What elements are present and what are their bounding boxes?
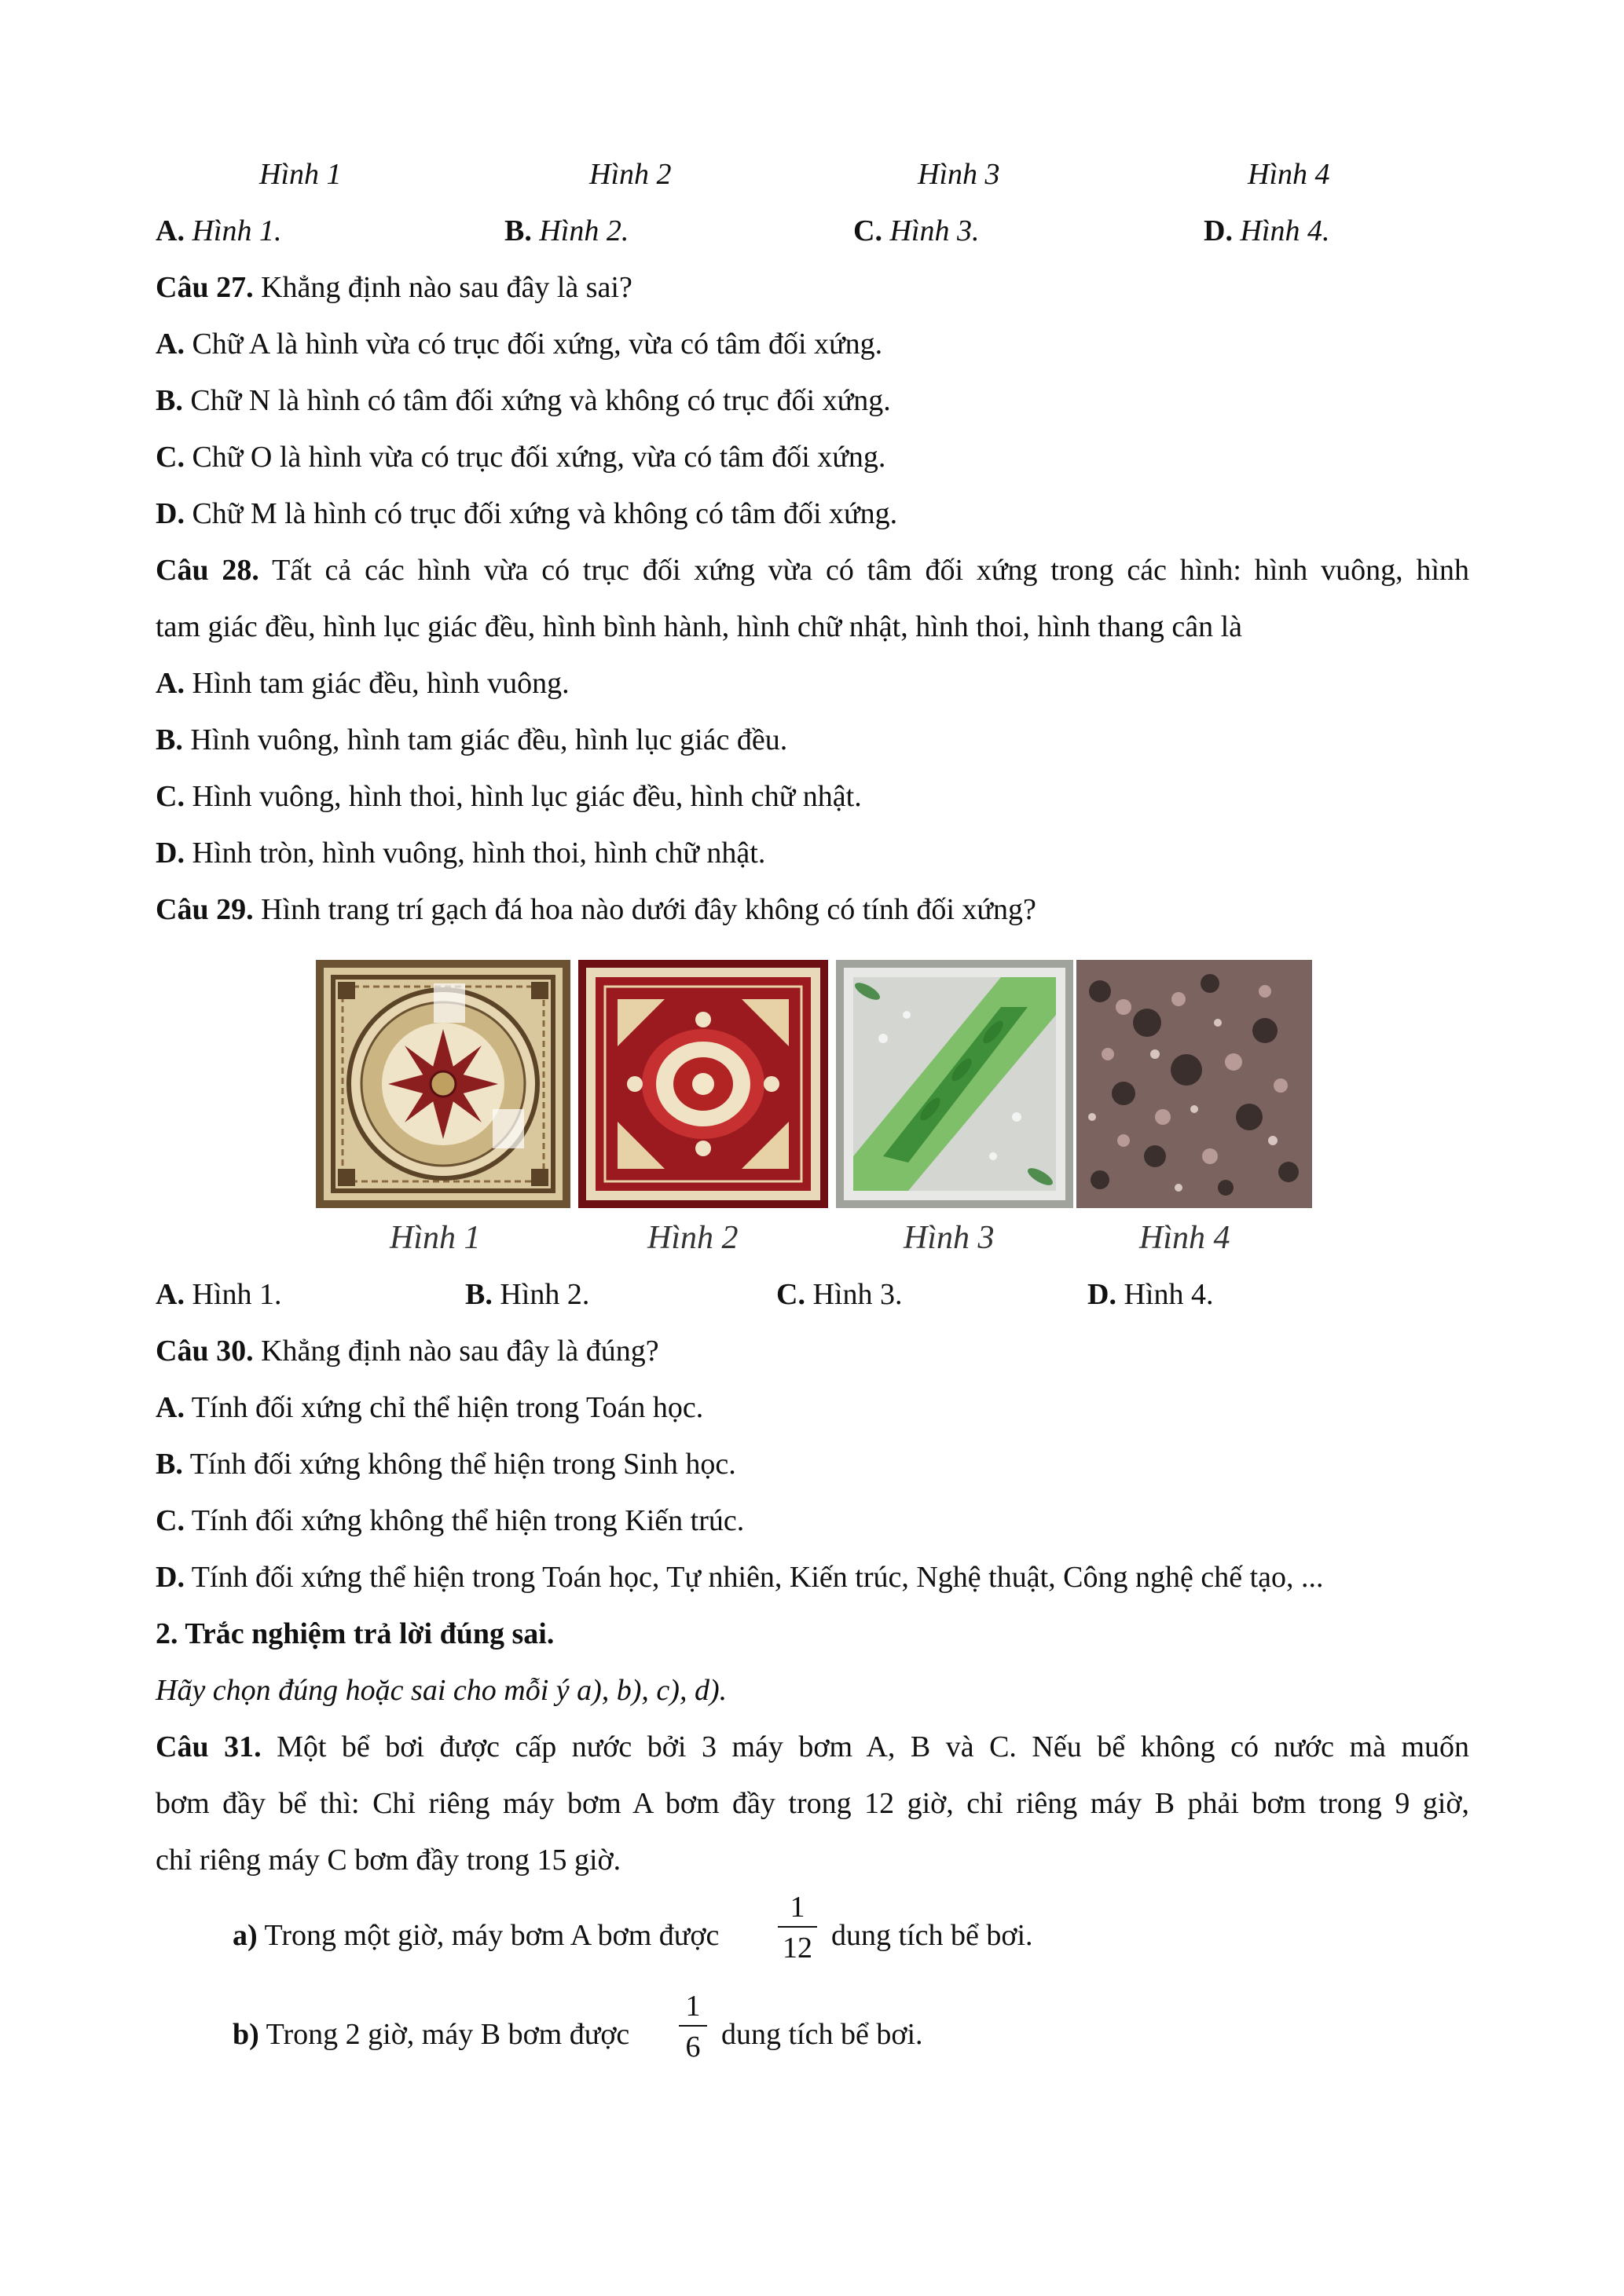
fraction-bar (778, 1926, 817, 1928)
q30-stem: Câu 30. Khẳng định nào sau đây là đúng? (156, 1335, 659, 1368)
q26-option-b: B. Hình 2. (504, 214, 629, 247)
q29-fig-label-2: Hình 2 (647, 1220, 739, 1256)
q28-stem-line2: tam giác đều, hình lục giác đều, hình bình hành, hình chữ nhật, hình thoi, hình thang cân là (156, 610, 1243, 643)
q31-item-b: b) Trong 2 giờ, máy B bơm được (233, 2018, 630, 2051)
q28-stem-line1: Câu 28. Tất cả các hình vừa có trục đối xứng vừa có tâm đối xứng trong các hình: hình vuông, hình (156, 554, 1469, 587)
q30-option-b: B. Tính đối xứng không thể hiện trong Sinh học. (156, 1448, 736, 1481)
q29-fig-label-3: Hình 3 (904, 1220, 995, 1256)
q30-option-d: D. Tính đối xứng thể hiện trong Toán học, Tự nhiên, Kiến trúc, Nghệ thuật, Công nghệ chế tạo, ... (156, 1561, 1324, 1594)
q31-stem-line1: Câu 31. Một bể bơi được cấp nước bởi 3 máy bơm A, B và C. Nếu bể không có nước mà muốn (156, 1730, 1469, 1763)
q26-option-a: A. Hình 1. (156, 214, 282, 247)
section-2-instruction: Hãy chọn đúng hoặc sai cho mỗi ý a), b), c), d). (156, 1674, 728, 1707)
q30-option-c: C. Tính đối xứng không thể hiện trong Kiến trúc. (156, 1504, 745, 1537)
q29-option-b: B. Hình 2. (465, 1278, 590, 1311)
fraction-bar (679, 2025, 707, 2027)
q31-stem-line2: bơm đầy bể thì: Chỉ riêng máy bơm A bơm đầy trong 12 giờ, chỉ riêng máy B phải bơm trong 9 giờ, (156, 1787, 1469, 1820)
q31-b-denominator: 6 (685, 2031, 701, 2063)
q26-fig-label-2: Hình 2 (589, 158, 672, 191)
q31-a-denominator: 12 (783, 1932, 812, 1965)
q29-option-a: A. Hình 1. (156, 1278, 282, 1311)
q31-b-numerator: 1 (685, 1990, 701, 2023)
q29-fig-label-1: Hình 1 (390, 1220, 481, 1256)
tile-image-1 (316, 960, 570, 1208)
q27-option-b: B. Chữ N là hình có tâm đối xứng và không có trục đối xứng. (156, 384, 891, 417)
q28-option-d: D. Hình tròn, hình vuông, hình thoi, hình chữ nhật. (156, 837, 766, 870)
q26-fig-label-4: Hình 4 (1248, 158, 1330, 191)
q28-option-b: B. Hình vuông, hình tam giác đều, hình lục giác đều. (156, 723, 788, 756)
q29-option-d: D. Hình 4. (1087, 1278, 1214, 1311)
q30-option-a: A. Tính đối xứng chỉ thể hiện trong Toán học. (156, 1391, 704, 1424)
q29-fig-label-4: Hình 4 (1139, 1220, 1230, 1256)
q26-fig-label-1: Hình 1 (259, 158, 342, 191)
section-2-title: 2. Trắc nghiệm trả lời đúng sai. (156, 1617, 555, 1650)
q31-b-after: dung tích bể bơi. (721, 2018, 923, 2051)
q28-option-a: A. Hình tam giác đều, hình vuông. (156, 667, 570, 700)
tile-image-2 (578, 960, 828, 1208)
q27-option-c: C. Chữ O là hình vừa có trục đối xứng, vừa có tâm đối xứng. (156, 441, 886, 474)
q31-item-a: a) Trong một giờ, máy bơm A bơm được (233, 1919, 720, 1952)
q27-option-d: D. Chữ M là hình có trục đối xứng và không có tâm đối xứng. (156, 497, 898, 530)
q26-option-c: C. Hình 3. (853, 214, 980, 247)
q26-fig-label-3: Hình 3 (918, 158, 1000, 191)
tile-image-4 (1076, 960, 1312, 1208)
q31-a-after: dung tích bể bơi. (831, 1919, 1033, 1952)
q29-stem: Câu 29. Hình trang trí gạch đá hoa nào dưới đây không có tính đối xứng? (156, 893, 1036, 926)
q31-b-fraction (679, 1989, 707, 2064)
q31-stem-line3: chỉ riêng máy C bơm đầy trong 15 giờ. (156, 1844, 621, 1877)
q31-a-fraction (778, 1890, 817, 1965)
q28-option-c: C. Hình vuông, hình thoi, hình lục giác đều, hình chữ nhật. (156, 780, 862, 813)
q29-option-c: C. Hình 3. (776, 1278, 903, 1311)
q27-option-a: A. Chữ A là hình vừa có trục đối xứng, vừa có tâm đối xứng. (156, 328, 883, 361)
q31-a-numerator: 1 (790, 1891, 805, 1924)
q27-stem: Câu 27. Khẳng định nào sau đây là sai? (156, 271, 632, 304)
q26-option-d: D. Hình 4. (1204, 214, 1330, 247)
tile-image-3 (836, 960, 1073, 1208)
